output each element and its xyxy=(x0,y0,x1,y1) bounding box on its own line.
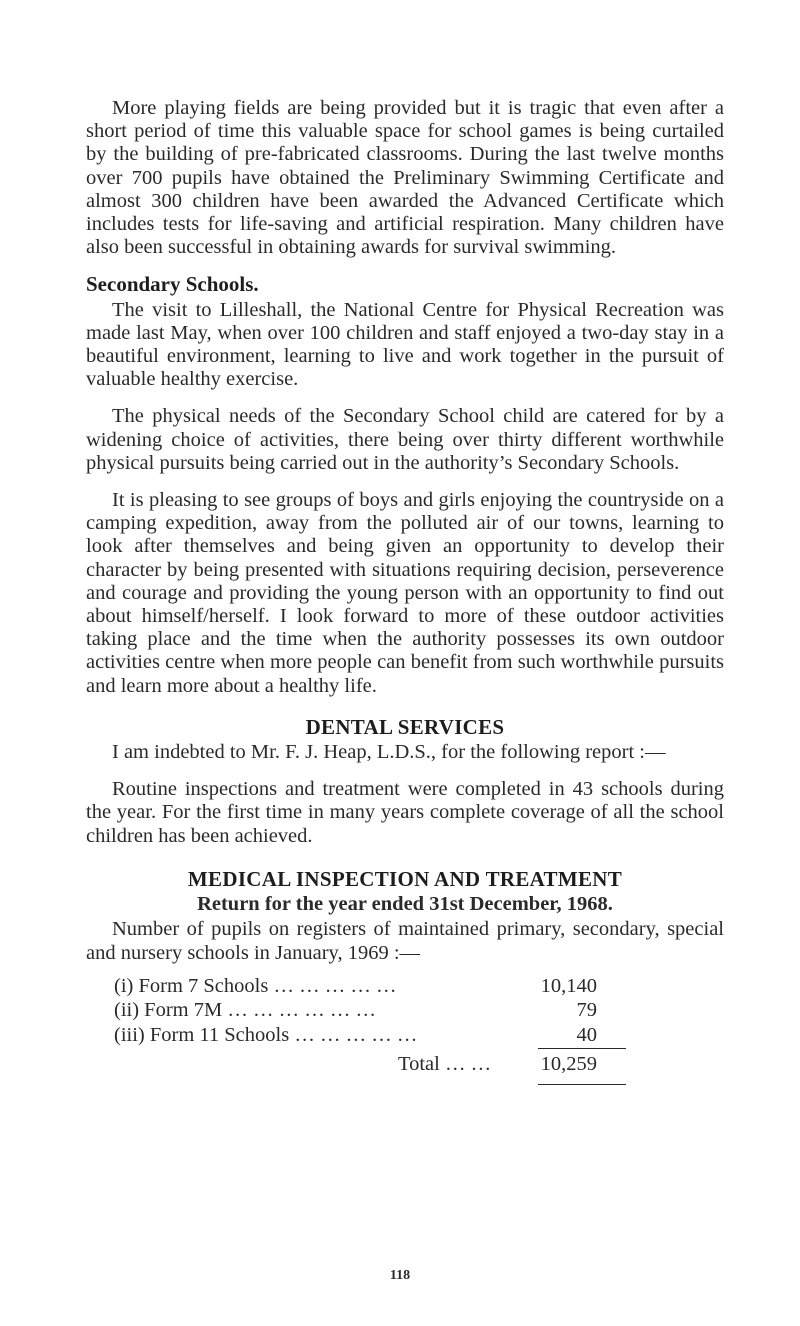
total-row xyxy=(114,1049,597,1080)
secondary-schools-heading: Secondary Schools. xyxy=(86,272,259,297)
secondary-paragraph-3: It is pleasing to see groups of boys and girls enjoying the countryside on a camping expedition, away from the polluted air of our towns, learning to look after themselves and being given an opportunity to develop their character by being presented with situations requiring decision, perseverence and courage and providing the young person with an opportunity to find out about himself/herself. I look forward to more of these outdoor activities taking place and the time when the authority possesses its own outdoor activities centre when more people can benefit from such worthwhile pursuits and learn more about a healthy life. xyxy=(86,489,724,697)
page-number: 118 xyxy=(389,1268,411,1283)
row-value: 79 xyxy=(576,999,597,1022)
dental-paragraph-2: Routine inspections and treatment were completed in 43 schools during the year. For the first time in many years complete coverage of all the school children has been achieved. xyxy=(86,778,724,847)
row-label: (ii) Form 7M … … … … … … xyxy=(114,999,376,1022)
dental-services-heading: DENTAL SERVICES xyxy=(305,714,505,739)
secondary-paragraph-2: The physical needs of the Secondary School child are catered for by a widening choice of activities, there being over thirty different worthwhile physical pursuits being carried out in the authority’s Secondary Schools. xyxy=(86,405,724,474)
table-row xyxy=(114,1024,597,1049)
row-label: (i) Form 7 Schools … … … … … xyxy=(114,974,397,997)
row-value: 40 xyxy=(576,1023,597,1046)
total-value: 10,259 xyxy=(540,1053,597,1076)
medical-inspection-heading: MEDICAL INSPECTION AND TREATMENT xyxy=(187,866,623,891)
row-label: (iii) Form 11 Schools … … … … … xyxy=(114,1023,418,1046)
table-row xyxy=(114,999,597,1024)
medical-intro: Number of pupils on registers of maintained primary, secondary, special and nursery schools in January, 1969 :— xyxy=(86,918,724,964)
dental-paragraph-1: I am indebted to Mr. F. J. Heap, L.D.S., for the following report :— xyxy=(112,741,666,764)
document-page xyxy=(86,97,724,1085)
pupil-register-table xyxy=(114,975,597,1086)
total-label: Total … … xyxy=(398,1053,492,1076)
row-value: 10,140 xyxy=(540,974,597,997)
intro-paragraph: More playing fields are being provided but it is tragic that even after a short period of time this valuable space for school games is being curtailed by the building of pre-fabricated classrooms. During the last twelve months over 700 pupils have obtained the Preliminary Swimming Certificate and almost 300 children have been awarded the Advanced Certificate which includes tests for life-saving and artificial respiration. Many children have also been successful in obtaining awards for survival swimming. xyxy=(86,97,724,259)
table-row xyxy=(114,975,597,1000)
secondary-paragraph-1: The visit to Lilleshall, the National Centre for Physical Recreation was made last May, when over 100 children and staff enjoyed a two-day stay in a beautiful environment, learning to live and work together in the pursuit of valuable healthy exercise. xyxy=(86,298,724,391)
sum-rule-bottom xyxy=(538,1084,626,1085)
medical-inspection-subheading: Return for the year ended 31st December, 1968. xyxy=(197,893,613,916)
